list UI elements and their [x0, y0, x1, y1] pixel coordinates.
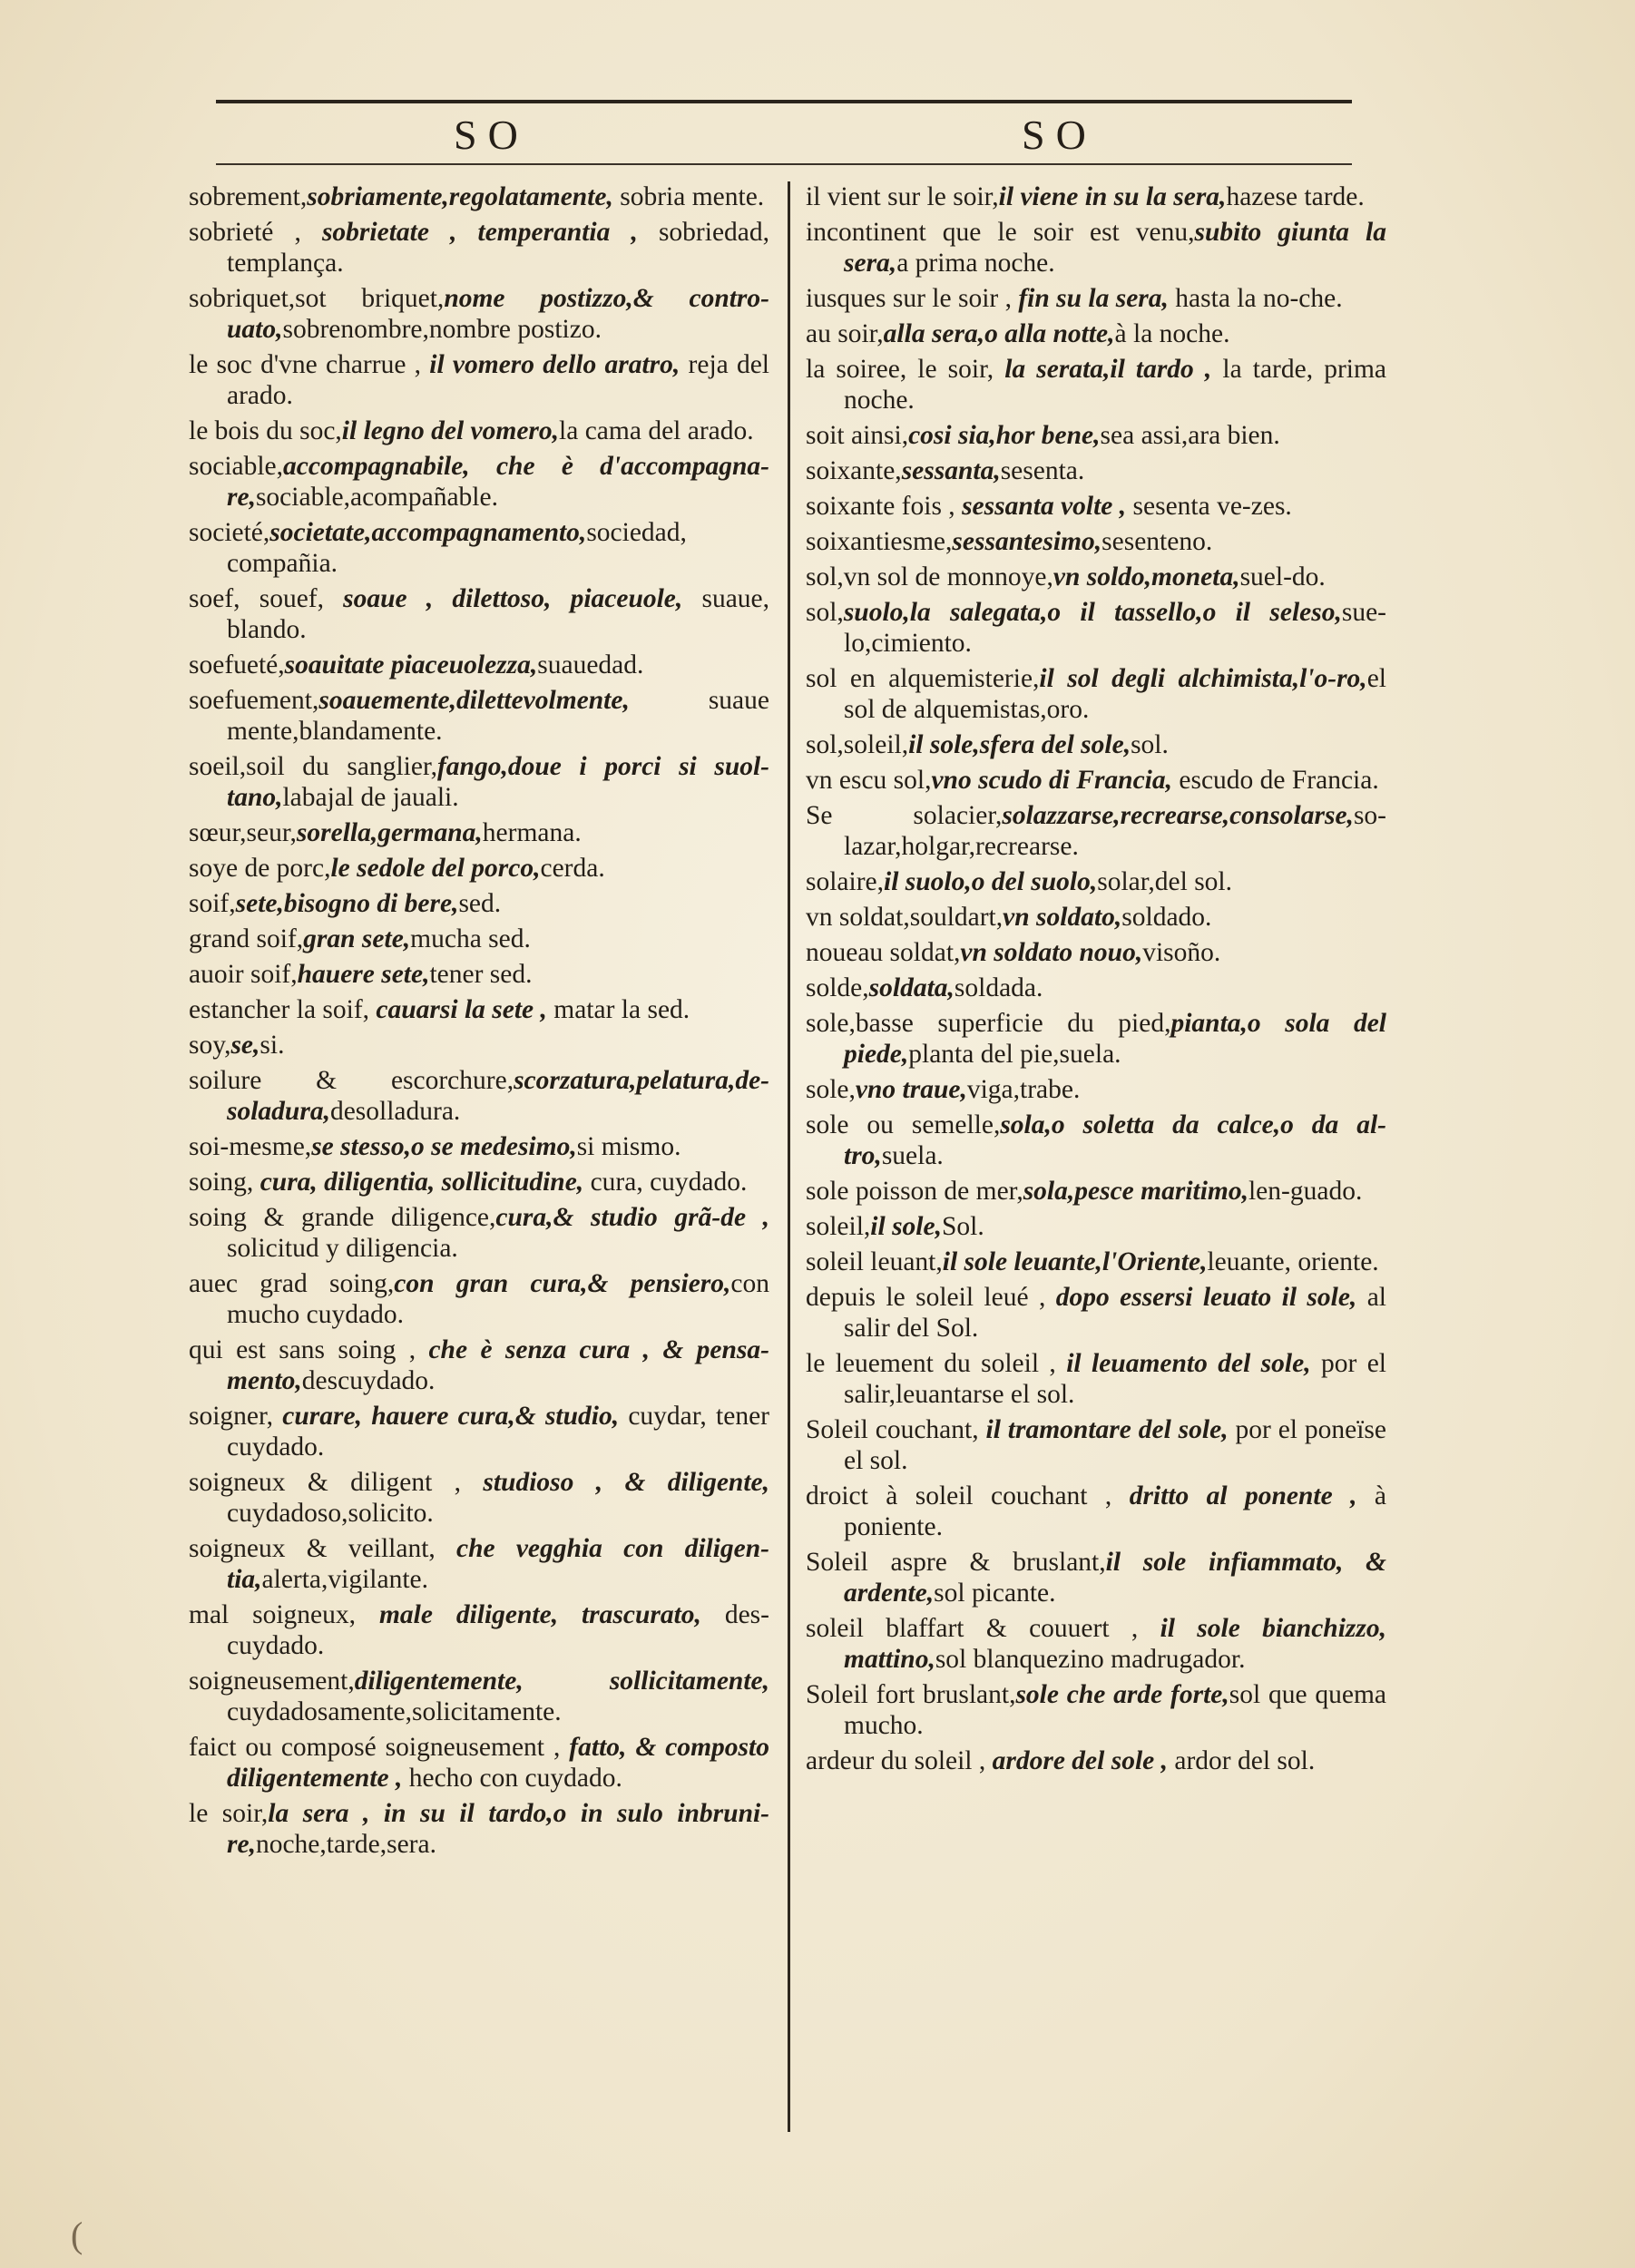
entry-spanish: soldada. — [954, 973, 1043, 1002]
dictionary-entry — [189, 853, 769, 884]
entry-french: sobrieté , — [189, 218, 322, 247]
entry-italian: il legno del vomero, — [341, 416, 560, 445]
right-column — [806, 181, 1386, 2177]
entry-french: sociable, — [189, 452, 284, 481]
entry-french: au soir, — [806, 319, 884, 348]
dictionary-entry — [189, 217, 769, 279]
dictionary-entry — [806, 597, 1386, 659]
entry-italian: soaue , dilettoso, piaceuole, — [343, 584, 683, 613]
entry-french: soif, — [189, 889, 236, 918]
entry-french: sol en alquemisterie, — [806, 664, 1040, 693]
dictionary-entry — [806, 1074, 1386, 1105]
entry-spanish: à la noche. — [1114, 319, 1230, 348]
entry-italian: diligentemente, sollicitamente, — [354, 1667, 769, 1696]
entry-italian: alla sera,o alla notte, — [883, 319, 1115, 348]
entry-spanish: escudo de Francia. — [1172, 766, 1379, 795]
entry-french: sole poisson de mer, — [806, 1177, 1023, 1206]
dictionary-entry — [189, 1202, 769, 1264]
entry-french: solde, — [806, 973, 869, 1002]
entry-spanish: cuydar, tener cuydado. — [227, 1402, 769, 1461]
entry-french: soy, — [189, 1031, 231, 1060]
entry-italian: sessanta, — [901, 456, 1001, 485]
entry-spanish: a prima noche. — [896, 249, 1055, 278]
entry-spanish: tener sed. — [429, 960, 533, 989]
dictionary-entry — [806, 1348, 1386, 1410]
entry-french: faict ou composé soigneusement , — [189, 1733, 570, 1762]
entry-spanish: sobriedad, templança. — [227, 218, 769, 278]
dictionary-entry — [806, 318, 1386, 349]
entry-spanish: el sol de alquemistas,oro. — [844, 664, 1386, 724]
entry-spanish: hazese tarde. — [1226, 182, 1365, 211]
entry-spanish: sobrenombre,nombre postizo. — [282, 315, 602, 344]
entry-spanish: al salir del Sol. — [844, 1283, 1386, 1343]
entry-spanish: reja del arado. — [227, 350, 769, 410]
entry-spanish: solicitud y diligencia. — [227, 1234, 458, 1263]
dictionary-entry — [806, 420, 1386, 451]
dictionary-entry — [189, 959, 769, 990]
entry-french: Se solacier, — [806, 801, 1003, 830]
entry-french: solaire, — [806, 867, 885, 896]
entry-french: sobriquet,sot briquet, — [189, 284, 445, 313]
entry-italian: il sole infiammato, & ardente, — [844, 1548, 1386, 1608]
dictionary-entry — [189, 1334, 769, 1396]
dictionary-entry — [189, 1167, 769, 1198]
entry-french: noueau soldat, — [806, 938, 961, 967]
entry-italian: soauitate piaceuolezza, — [284, 650, 538, 679]
dictionary-entry — [806, 1481, 1386, 1542]
entry-italian: sobriamente,regolatamente, — [307, 182, 613, 211]
dictionary-entry — [189, 283, 769, 345]
entry-spanish: si. — [259, 1031, 285, 1060]
dictionary-entry — [806, 973, 1386, 1003]
entry-french: sole, — [806, 1075, 856, 1104]
entry-spanish: leuante, oriente. — [1207, 1247, 1379, 1276]
dictionary-entry — [806, 1008, 1386, 1070]
dictionary-entry — [806, 217, 1386, 279]
entry-italian: che vegghia con diligen-tia, — [227, 1534, 769, 1594]
entry-french: vn escu sol, — [806, 766, 932, 795]
dictionary-entry — [189, 349, 769, 411]
entry-french: sol,soleil, — [806, 730, 909, 759]
dictionary-entry — [189, 181, 769, 212]
dictionary-entry — [806, 354, 1386, 415]
entry-italian: sete,bisogno di bere, — [235, 889, 459, 918]
entry-french: soleil, — [806, 1212, 871, 1241]
entry-italian: il suolo,o del suolo, — [884, 867, 1098, 896]
entry-italian: subito giunta la sera, — [844, 218, 1386, 278]
entry-italian: scorzatura,pelatura,de-soladura, — [227, 1066, 769, 1126]
entry-spanish: visoño. — [1142, 938, 1221, 967]
entry-french: ardeur du soleil , — [806, 1746, 993, 1775]
entry-spanish: por el salir,leuantarse el sol. — [844, 1349, 1386, 1409]
entry-italian: vn soldato nouo, — [960, 938, 1143, 967]
entry-french: soleil leuant, — [806, 1247, 943, 1276]
entry-spanish: desolladura. — [329, 1097, 461, 1126]
entry-spanish: suel-do. — [1239, 562, 1326, 591]
entry-french: sol,vn sol de monnoye, — [806, 562, 1053, 591]
entry-italian: accompagnabile, che è d'accompagna-re, — [227, 452, 769, 512]
entry-italian: il sole,sfera del sole, — [908, 730, 1131, 759]
dictionary-entry — [806, 562, 1386, 592]
entry-spanish: soldado. — [1121, 903, 1212, 932]
entry-spanish: des-cuydado. — [227, 1600, 769, 1660]
entry-italian: cura, diligentia, sollicitudine, — [259, 1168, 584, 1197]
entry-french: mal soigneux, — [189, 1600, 379, 1629]
entry-italian: fango,doue i porci si suol-tano, — [227, 752, 769, 812]
entry-spanish: sesenteno. — [1101, 527, 1213, 556]
entry-spanish: sobria mente. — [612, 182, 765, 211]
dictionary-entry — [189, 1732, 769, 1794]
entry-italian: studioso , & diligente, — [483, 1468, 769, 1497]
entry-italian: sessanta volte , — [962, 492, 1127, 521]
entry-spanish: cuydadosamente,solicitamente. — [227, 1697, 562, 1726]
dictionary-entry — [189, 451, 769, 513]
entry-french: il vient sur le soir, — [806, 182, 999, 211]
entry-spanish: suauedad. — [537, 650, 644, 679]
entry-french: soefuement, — [189, 686, 319, 715]
left-running-head: SO — [454, 112, 529, 158]
entry-italian: cosi sia,hor bene, — [908, 421, 1101, 450]
entry-spanish: sol blanquezino madrugador. — [935, 1645, 1246, 1674]
entry-french: soigneusement, — [189, 1667, 355, 1696]
entry-italian: che è senza cura , & pensa-mento, — [227, 1335, 769, 1395]
entry-italian: suolo,la salegata,o il tassello,o il seleso, — [843, 598, 1342, 627]
entry-spanish: planta del pie,suela. — [908, 1040, 1121, 1069]
entry-french: depuis le soleil leué , — [806, 1283, 1056, 1312]
entry-spanish: cuydadoso,solicito. — [227, 1499, 434, 1528]
dictionary-entry — [806, 937, 1386, 968]
entry-italian: dritto al ponente , — [1129, 1481, 1357, 1510]
dictionary-entry — [189, 1798, 769, 1860]
entry-spanish: noche,tarde,sera. — [255, 1830, 436, 1859]
entry-italian: societate,accompagnamento, — [269, 518, 587, 547]
entry-italian: curare, hauere cura,& studio, — [282, 1402, 620, 1431]
dictionary-entry — [189, 415, 769, 446]
entry-italian: fin su la sera, — [1018, 284, 1169, 313]
entry-italian: soldata, — [868, 973, 955, 1002]
entry-italian: sole che arde forte, — [1015, 1680, 1229, 1709]
entry-italian: sola,pesce maritimo, — [1023, 1177, 1248, 1206]
entry-spanish: sed. — [458, 889, 502, 918]
entry-spanish: sesenta. — [1000, 456, 1085, 485]
dictionary-entry — [806, 1282, 1386, 1344]
dictionary-entry — [806, 1110, 1386, 1171]
entry-french: le soir, — [189, 1799, 269, 1828]
dictionary-entry — [189, 1401, 769, 1462]
entry-spanish: la tarde, prima noche. — [844, 355, 1386, 415]
entry-spanish: Sol. — [941, 1212, 984, 1241]
top-rule — [216, 100, 1352, 103]
dictionary-entry — [806, 866, 1386, 897]
dictionary-entry — [806, 1246, 1386, 1277]
entry-italian: hauere sete, — [297, 960, 430, 989]
header-rule — [216, 163, 1352, 165]
entry-french: soeil,soil du sanglier, — [189, 752, 437, 781]
entry-spanish: sue-lo,cimiento. — [844, 598, 1386, 658]
entry-italian: soauemente,dilettevolmente, — [318, 686, 630, 715]
entry-spanish: labajal de jauali. — [282, 783, 459, 812]
dictionary-entry — [806, 1547, 1386, 1608]
entry-italian: il vomero dello aratro, — [429, 350, 680, 379]
entry-french: societé, — [189, 518, 270, 547]
dictionary-entry — [189, 924, 769, 954]
entry-french: soixante, — [806, 456, 902, 485]
entry-italian: il sole leuante,l'Oriente, — [942, 1247, 1208, 1276]
entry-spanish: so-lazar,holgar,recrearse. — [844, 801, 1386, 861]
entry-french: qui est sans soing , — [189, 1335, 429, 1364]
entry-italian: sessantesimo, — [952, 527, 1102, 556]
entry-spanish: sol picante. — [934, 1579, 1056, 1608]
dictionary-entry — [189, 1599, 769, 1661]
entry-italian: se, — [230, 1031, 260, 1060]
entry-french: Soleil aspre & bruslant, — [806, 1548, 1106, 1577]
entry-italian: sorella,germana, — [296, 818, 483, 847]
entry-italian: vno traue, — [855, 1075, 967, 1104]
entry-italian: solazzarse,recrearse,consolarse, — [1002, 801, 1354, 830]
entry-italian: il leuamento del sole, — [1066, 1349, 1311, 1378]
entry-french: soef, souef, — [189, 584, 344, 613]
entry-french: iusques sur le soir , — [806, 284, 1019, 313]
entry-spanish: suela. — [881, 1141, 944, 1170]
page-corner-mark: ( — [71, 2214, 83, 2255]
entry-italian: sola,o soletta da calce,o da al-tro, — [844, 1110, 1386, 1170]
dictionary-entry — [189, 751, 769, 813]
entry-french: vn soldat,souldart, — [806, 903, 1004, 932]
entry-italian: il sol degli alchimista,l'o-ro, — [1039, 664, 1367, 693]
entry-spanish: sociedad, compañia. — [227, 518, 687, 578]
dictionary-entry — [189, 1467, 769, 1529]
entry-french: auec grad soing, — [189, 1269, 395, 1298]
entry-spanish: hermana. — [482, 818, 582, 847]
dictionary-entry — [806, 491, 1386, 522]
dictionary-entry — [806, 181, 1386, 212]
entry-spanish: la cama del arado. — [559, 416, 754, 445]
entry-french: Soleil couchant, — [806, 1415, 986, 1444]
entry-italian: male diligente, trascurato, — [378, 1600, 701, 1629]
dictionary-entry — [189, 1666, 769, 1727]
dictionary-entry — [189, 650, 769, 680]
entry-french: le leuement du soleil , — [806, 1349, 1067, 1378]
entry-spanish: à poniente. — [844, 1481, 1386, 1541]
dictionary-entry — [189, 888, 769, 919]
entry-french: le soc d'vne charrue , — [189, 350, 430, 379]
entry-french: soit ainsi, — [806, 421, 909, 450]
entry-french: sœur,seur, — [189, 818, 297, 847]
entry-italian: vn soldato, — [1003, 903, 1122, 932]
entry-italian: fatto, & composto diligentemente , — [227, 1733, 769, 1793]
dictionary-entry — [189, 517, 769, 579]
entry-french: sole,basse superficie du pied, — [806, 1009, 1171, 1038]
dictionary-entry — [806, 1414, 1386, 1476]
entry-italian: vno scudo di Francia, — [931, 766, 1172, 795]
entry-french: sol, — [806, 598, 844, 627]
entry-spanish: sociable,acompañable. — [255, 483, 498, 512]
dictionary-entry — [806, 1679, 1386, 1741]
dictionary-entry — [189, 583, 769, 645]
dictionary-entry — [189, 1268, 769, 1330]
entry-italian: il viene in su la sera, — [998, 182, 1227, 211]
entry-italian: cura,& studio grã-de , — [495, 1203, 769, 1232]
entry-spanish: sea assi,ara bien. — [1100, 421, 1280, 450]
entry-italian: il sole, — [870, 1212, 942, 1241]
entry-italian: gran sete, — [303, 924, 411, 953]
entry-italian: pianta,o sola del piede, — [844, 1009, 1386, 1069]
entry-spanish: suaue mente,blandamente. — [227, 686, 769, 746]
right-running-head: SO — [1022, 112, 1097, 158]
dictionary-entry — [806, 902, 1386, 933]
entry-spanish: sol que quema mucho. — [844, 1680, 1386, 1740]
entry-french: soixante fois , — [806, 492, 963, 521]
entry-french: grand soif, — [189, 924, 304, 953]
dictionary-entry — [189, 1030, 769, 1061]
entry-spanish: alerta,vigilante. — [261, 1565, 428, 1594]
dictionary-entry — [189, 1065, 769, 1127]
entry-spanish: hasta la no-che. — [1168, 284, 1343, 313]
dictionary-entry — [806, 526, 1386, 557]
entry-spanish: cura, cuydado. — [583, 1168, 748, 1197]
entry-french: soing & grande diligence, — [189, 1203, 496, 1232]
entry-spanish: matar la sed. — [546, 995, 690, 1024]
entry-spanish: suaue, blando. — [227, 584, 769, 644]
entry-spanish: si mismo. — [576, 1132, 681, 1161]
dictionary-entry — [806, 1211, 1386, 1242]
entry-french: soigneux & veillant, — [189, 1534, 457, 1563]
entry-french: incontinent que le soir est venu, — [806, 218, 1195, 247]
entry-french: auoir soif, — [189, 960, 298, 989]
dictionary-entry — [189, 685, 769, 747]
entry-spanish: descuydado. — [301, 1366, 436, 1395]
entry-french: estancher la soif, — [189, 995, 377, 1024]
entry-french: soigner, — [189, 1402, 283, 1431]
entry-spanish: solar,del sol. — [1097, 867, 1233, 896]
column-divider — [788, 181, 790, 2132]
dictionary-entry — [806, 1176, 1386, 1207]
entry-italian: le sedole del porco, — [330, 854, 541, 883]
dictionary-entry — [806, 1613, 1386, 1675]
dictionary-entry — [806, 729, 1386, 760]
entry-french: soixantiesme, — [806, 527, 953, 556]
entry-italian: vn soldo,moneta, — [1052, 562, 1240, 591]
dictionary-entry — [189, 1533, 769, 1595]
dictionary-entry — [806, 1745, 1386, 1776]
dictionary-entry — [806, 283, 1386, 314]
entry-italian: se stesso,o se medesimo, — [311, 1132, 577, 1161]
left-column — [189, 181, 769, 2177]
entry-french: Soleil fort bruslant, — [806, 1680, 1016, 1709]
entry-italian: sobrietate , temperantia , — [321, 218, 638, 247]
dictionary-entry — [189, 994, 769, 1025]
dictionary-entry — [806, 765, 1386, 796]
entry-italian: la serata,il tardo , — [1004, 355, 1212, 384]
entry-spanish: len-guado. — [1248, 1177, 1363, 1206]
entry-italian: la sera , in su il tardo,o in sulo inbruni-re, — [227, 1799, 769, 1859]
entry-spanish: sesenta ve-zes. — [1126, 492, 1292, 521]
entry-french: le bois du soc, — [189, 416, 342, 445]
entry-french: soi-mesme, — [189, 1132, 312, 1161]
entry-french: sobrement, — [189, 182, 308, 211]
entry-italian: dopo essersi leuato il sole, — [1055, 1283, 1357, 1312]
entry-french: soigneux & diligent , — [189, 1468, 484, 1497]
dictionary-entry — [189, 1131, 769, 1162]
entry-italian: con gran cura,& pensiero, — [394, 1269, 731, 1298]
entry-spanish: sol. — [1131, 730, 1169, 759]
entry-spanish: con mucho cuydado. — [227, 1269, 769, 1329]
entry-french: soleil blaffart & couuert , — [806, 1614, 1160, 1643]
dictionary-entry — [806, 800, 1386, 862]
dictionary-entry — [806, 663, 1386, 725]
entry-italian: il tramontare del sole, — [985, 1415, 1229, 1444]
entry-italian: ardore del sole , — [992, 1746, 1168, 1775]
entry-french: soye de porc, — [189, 854, 331, 883]
entry-french: la soiree, le soir, — [806, 355, 1005, 384]
entry-french: sole ou semelle, — [806, 1110, 1001, 1139]
dictionary-entry — [806, 455, 1386, 486]
entry-italian: il sole bianchizzo, mattino, — [844, 1614, 1386, 1674]
dictionary-entry — [189, 817, 769, 848]
entry-spanish: viga,trabe. — [966, 1075, 1081, 1104]
entry-french: soilure & escorchure, — [189, 1066, 514, 1095]
entry-spanish: hecho con cuydado. — [402, 1764, 622, 1793]
entry-spanish: ardor del sol. — [1168, 1746, 1316, 1775]
entry-italian: nome postizzo,& contro-uato, — [227, 284, 769, 344]
entry-italian: cauarsi la sete , — [376, 995, 547, 1024]
entry-french: soing, — [189, 1168, 260, 1197]
entry-spanish: por el poneïse el sol. — [844, 1415, 1386, 1475]
entry-french: droict à soleil couchant , — [806, 1481, 1130, 1510]
entry-spanish: cerda. — [540, 854, 605, 883]
entry-french: soefueté, — [189, 650, 285, 679]
entry-spanish: mucha sed. — [410, 924, 531, 953]
